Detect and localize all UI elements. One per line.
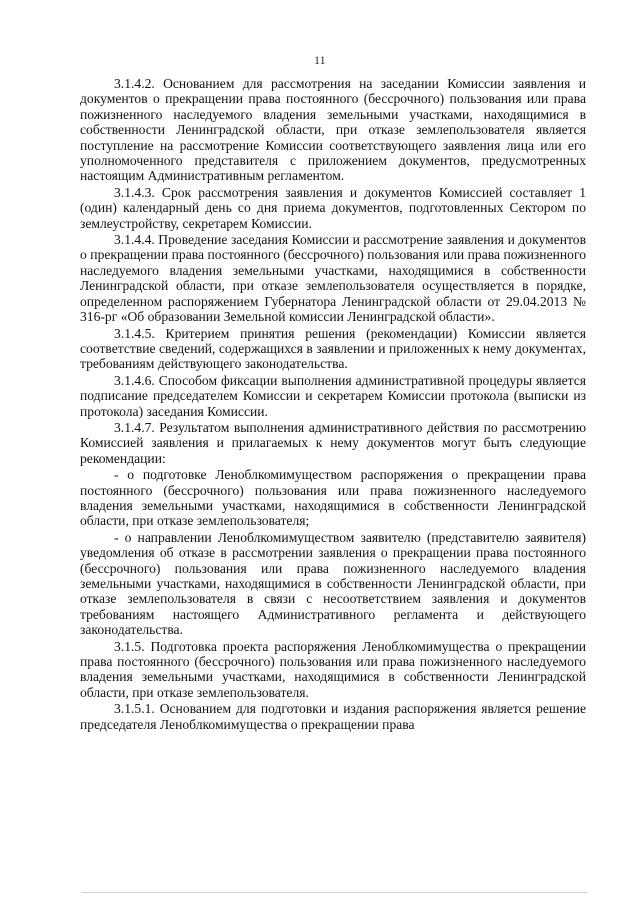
paragraph-3-1-5: 3.1.5. Подготовка проекта распоряжения Леноблкомимущества о прекращении права постоянного (бессрочного) пользования или права пожизненного наследуемого владения земельными участками, находящимися в собственности Ленинградской области, при отказе землепользователя. (80, 638, 586, 700)
paragraph-3-1-4-5: 3.1.4.5. Критерием принятия решения (рекомендации) Комиссии является соответствие сведений, содержащихся в заявлении и приложенных к нему документах, требованиям действующего законодательства. (80, 325, 586, 372)
paragraph-3-1-4-2: 3.1.4.2. Основанием для рассмотрения на заседании Комиссии заявления и документов о прекращении права постоянного (бессрочного) пользования или права пожизненного наследуемого владения земельными участками, находящимися в собственности Ленинградской области, при отказе землепользователя является поступление на рассмотрение Комиссии соответствующего заявления лица или его уполномоченного представителя с приложением документов, предусмотренных настоящим Административным регламентом. (80, 76, 586, 184)
document-body (80, 76, 586, 733)
list-item-recommendation-2: - о направлении Леноблкомимуществом заявителю (представителю заявителя) уведомления об отказе в рассмотрении заявления о прекращении права постоянного (бессрочного) пользования или права пожизненного наследуемого владения земельными участками, находящимися в собственности Ленинградской области, при отказе землепользователя в связи с несоответствием заявления и документов требованиям настоящего Административного регламента и действующего законодательства. (80, 529, 586, 638)
paragraph-3-1-4-7: 3.1.4.7. Результатом выполнения административного действия по рассмотрению Комиссией заявления и прилагаемых к нему документов могут быть следующие рекомендации: (80, 419, 586, 466)
paragraph-3-1-4-3: 3.1.4.3. Срок рассмотрения заявления и документов Комиссией составляет 1 (один) календарный день со дня приема документов, подготовленных Сектором по землеустройству, секретарем Комиссии. (80, 184, 586, 231)
page-bottom-edge (82, 892, 587, 893)
page-number: 11 (314, 55, 326, 67)
paragraph-3-1-4-4: 3.1.4.4. Проведение заседания Комиссии и рассмотрение заявления и документов о прекращении права постоянного (бессрочного) пользования или права пожизненного наследуемого владения земельными участками, находящимися в собственности Ленинградской области, при отказе землепользователя осуществляется в порядке, определенном распоряжением Губернатора Ленинградской области от 29.04.2013 № 316-рг «Об образовании Земельной комиссии Ленинградской области». (80, 232, 586, 325)
list-item-recommendation-1: - о подготовке Леноблкомимуществом распоряжения о прекращении права постоянного (бессрочного) пользования или права пожизненного наследуемого владения земельными участками, находящимися в собственности Ленинградской области, при отказе землепользователя; (80, 467, 586, 529)
paragraph-3-1-5-1: 3.1.5.1. Основанием для подготовки и издания распоряжения является решение председателя Леноблкомимущества о прекращении права (80, 701, 586, 732)
paragraph-3-1-4-6: 3.1.4.6. Способом фиксации выполнения административной процедуры является подписание председателем Комиссии и секретарем Комиссии протокола (выписки из протокола) заседания Комиссии. (80, 372, 586, 419)
